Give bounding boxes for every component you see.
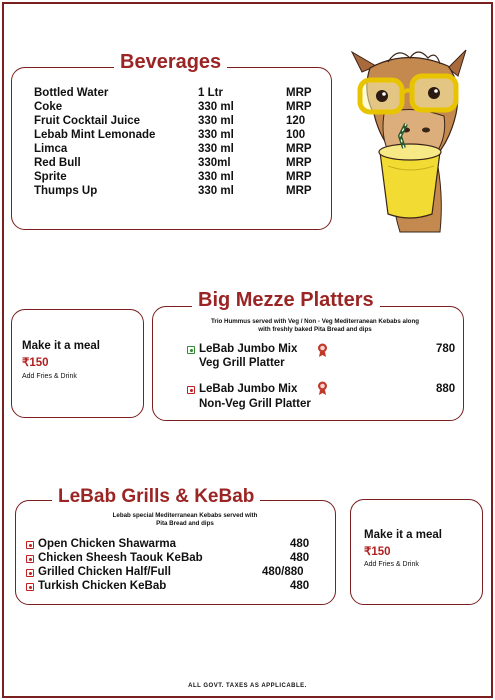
grill-item-name: Open Chicken Shawarma <box>38 538 177 550</box>
mezze-item-price: 880 <box>436 383 456 395</box>
beverage-row <box>34 129 324 143</box>
beverage-price: MRP <box>286 157 312 169</box>
meal-price: ₹150 <box>22 357 49 369</box>
beverage-row <box>34 87 324 101</box>
beverage-name: Limca <box>34 143 68 155</box>
beverage-row <box>34 185 324 199</box>
meal-note: Add Fries & Drink <box>364 561 419 568</box>
beverage-name: Lebab Mint Lemonade <box>34 129 156 141</box>
beverage-qty: 330ml <box>198 157 231 169</box>
mezze-item-name: LeBab Jumbo Mix <box>199 343 298 355</box>
chef-badge-icon <box>317 381 328 395</box>
beverage-price: MRP <box>286 171 312 183</box>
grill-item-name: Grilled Chicken Half/Full <box>38 566 171 578</box>
veg-icon <box>187 346 195 354</box>
beverage-price: 120 <box>286 115 306 127</box>
mezze-item-name: LeBab Jumbo Mix <box>199 383 298 395</box>
beverage-name: Fruit Cocktail Juice <box>34 115 141 127</box>
beverage-row <box>34 115 324 129</box>
beverage-qty: 330 ml <box>198 129 234 141</box>
beverage-price: MRP <box>286 143 312 155</box>
mezze-subtitle-line: with freshly baked Pita Bread and dips <box>258 326 372 333</box>
grill-item-price: 480 <box>290 580 310 592</box>
beverage-qty: 330 ml <box>198 101 234 113</box>
mezze-subtitle-line: Trio Hummus served with Veg / Non - Veg Mediterranean Kebabs along <box>210 318 419 325</box>
grill-item-name: Chicken Sheesh Taouk KeBab <box>38 552 203 564</box>
beverage-name: Red Bull <box>34 157 81 169</box>
grills-subtitle-line: Lebab special Mediterranean Kebabs served with <box>112 512 258 519</box>
grill-item-name: Turkish Chicken KeBab <box>38 580 167 592</box>
meal-note: Add Fries & Drink <box>22 373 77 380</box>
beverage-row <box>34 157 324 171</box>
mezze-subtitle <box>170 318 460 334</box>
mezze-item-subname: Non-Veg Grill Platter <box>199 398 311 410</box>
mezze-title: Big Mezze Platters <box>192 289 380 312</box>
non-veg-icon <box>187 386 195 394</box>
beverage-name: Sprite <box>34 171 67 183</box>
beverage-row <box>34 101 324 115</box>
mezze-item-price: 780 <box>436 343 456 355</box>
beverages-title: Beverages <box>114 51 227 74</box>
chef-badge-icon <box>317 343 328 357</box>
beverage-price: MRP <box>286 87 312 99</box>
beverage-price: MRP <box>286 101 312 113</box>
beverage-row <box>34 171 324 185</box>
grills-title: LeBab Grills & KeBab <box>52 486 260 508</box>
beverage-name: Thumps Up <box>34 185 98 197</box>
mezze-item-subname: Veg Grill Platter <box>199 357 285 369</box>
grill-item-price: 480/880 <box>262 566 304 578</box>
beverage-name: Coke <box>34 101 63 113</box>
grills-subtitle-line: Pita Bread and dips <box>156 520 214 527</box>
non-veg-icon <box>26 583 34 591</box>
meal-title: Make it a meal <box>364 529 442 541</box>
beverage-price: MRP <box>286 185 312 197</box>
beverage-name: Bottled Water <box>34 87 109 99</box>
beverage-qty: 330 ml <box>198 115 234 127</box>
beverage-qty: 330 ml <box>198 171 234 183</box>
beverage-qty: 330 ml <box>198 143 234 155</box>
meal-price: ₹150 <box>364 546 391 558</box>
beverage-price: 100 <box>286 129 306 141</box>
tax-footer: ALL GOVT. TAXES AS APPLICABLE. <box>188 683 307 689</box>
beverage-qty: 330 ml <box>198 185 234 197</box>
camel-illustration <box>340 44 480 234</box>
grill-item-price: 480 <box>290 552 310 564</box>
non-veg-icon <box>26 555 34 563</box>
non-veg-icon <box>26 541 34 549</box>
grill-item-price: 480 <box>290 538 310 550</box>
beverage-qty: 1 Ltr <box>198 87 223 99</box>
non-veg-icon <box>26 569 34 577</box>
meal-title: Make it a meal <box>22 340 100 352</box>
beverage-row <box>34 143 324 157</box>
grills-subtitle <box>60 512 310 528</box>
